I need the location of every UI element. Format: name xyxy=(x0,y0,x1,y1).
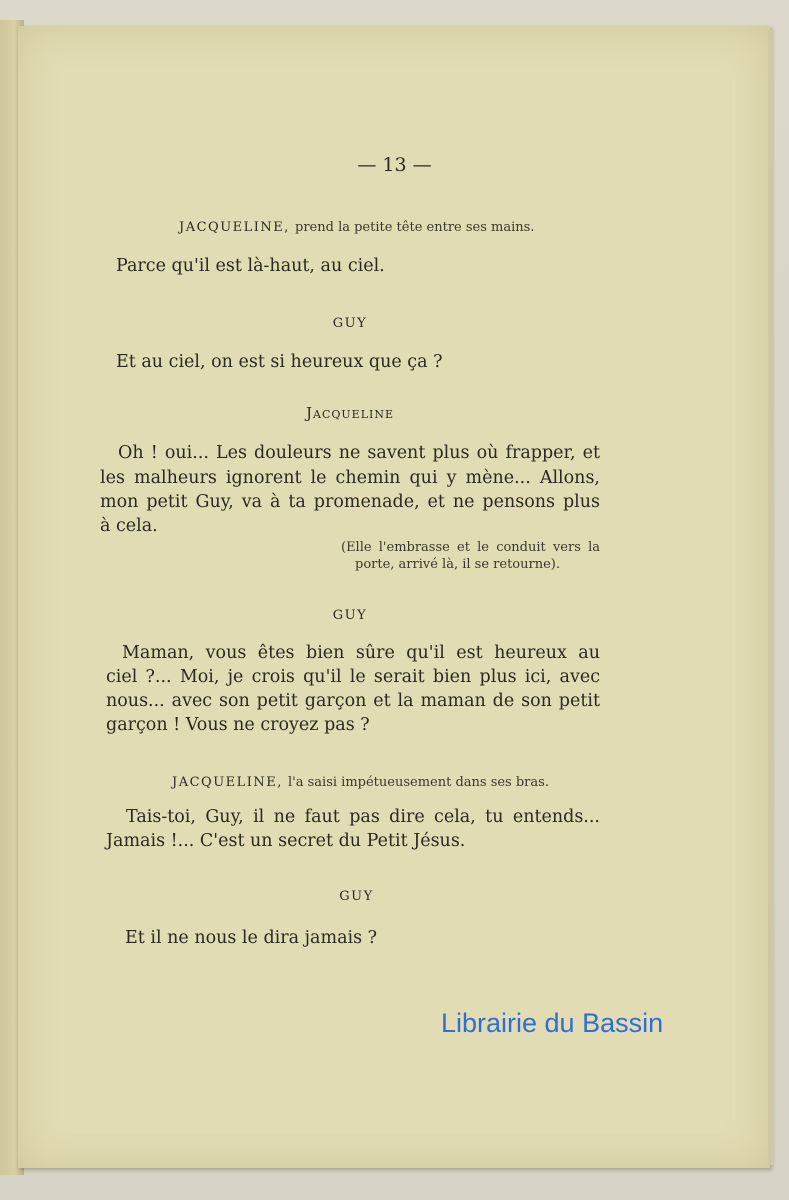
speaker-name: GUY xyxy=(332,608,368,623)
dialogue-line: Tais-toi, Guy, il ne faut pas dire cela, tu entends... xyxy=(126,807,600,827)
speaker-heading xyxy=(172,771,549,790)
speaker-name: Jacqueline xyxy=(306,404,394,422)
page-edge-right xyxy=(768,30,774,1165)
dialogue-line: Et au ciel, on est si heureux que ça ? xyxy=(116,352,443,372)
book-page xyxy=(18,26,770,1168)
page-number: — 13 — xyxy=(357,154,432,176)
stage-direction: l'a saisi impétueusement dans ses bras. xyxy=(288,775,549,790)
dialogue-line: Parce qu'il est là-haut, au ciel. xyxy=(116,256,385,276)
dialogue-line: les malheurs ignorent le chemin qui y mène... Allons, xyxy=(100,468,600,488)
speaker-name: GUY xyxy=(339,889,374,904)
stage-direction: porte, arrivé là, il se retourne). xyxy=(355,557,560,572)
dialogue-line: garçon ! Vous ne croyez pas ? xyxy=(106,715,370,735)
dialogue-line: mon petit Guy, va à ta promenade, et ne pensons plus xyxy=(100,492,600,512)
dialogue-line: ciel ?... Moi, je crois qu'il le serait bien plus ici, avec xyxy=(106,667,600,687)
stage-direction: (Elle l'embrasse et le conduit vers la xyxy=(341,540,600,555)
dialogue-line: à cela. xyxy=(100,516,158,536)
stage-direction: prend la petite tête entre ses mains. xyxy=(295,220,535,235)
dialogue-line: Oh ! oui... Les douleurs ne savent plus où frapper, et xyxy=(118,443,600,463)
dialogue-line: Maman, vous êtes bien sûre qu'il est heureux au xyxy=(122,643,600,663)
speaker-name: JACQUELINE, xyxy=(172,775,283,790)
speaker-heading xyxy=(179,216,534,235)
watermark: Librairie du Bassin xyxy=(441,1008,664,1038)
dialogue-line: Et il ne nous le dira jamais ? xyxy=(125,928,378,948)
dialogue-line: Jamais !... C'est un secret du Petit Jésus. xyxy=(106,831,466,851)
speaker-name: JACQUELINE, xyxy=(179,220,290,235)
dialogue-line: nous... avec son petit garçon et la maman de son petit xyxy=(106,691,600,711)
speaker-name: GUY xyxy=(332,316,368,331)
